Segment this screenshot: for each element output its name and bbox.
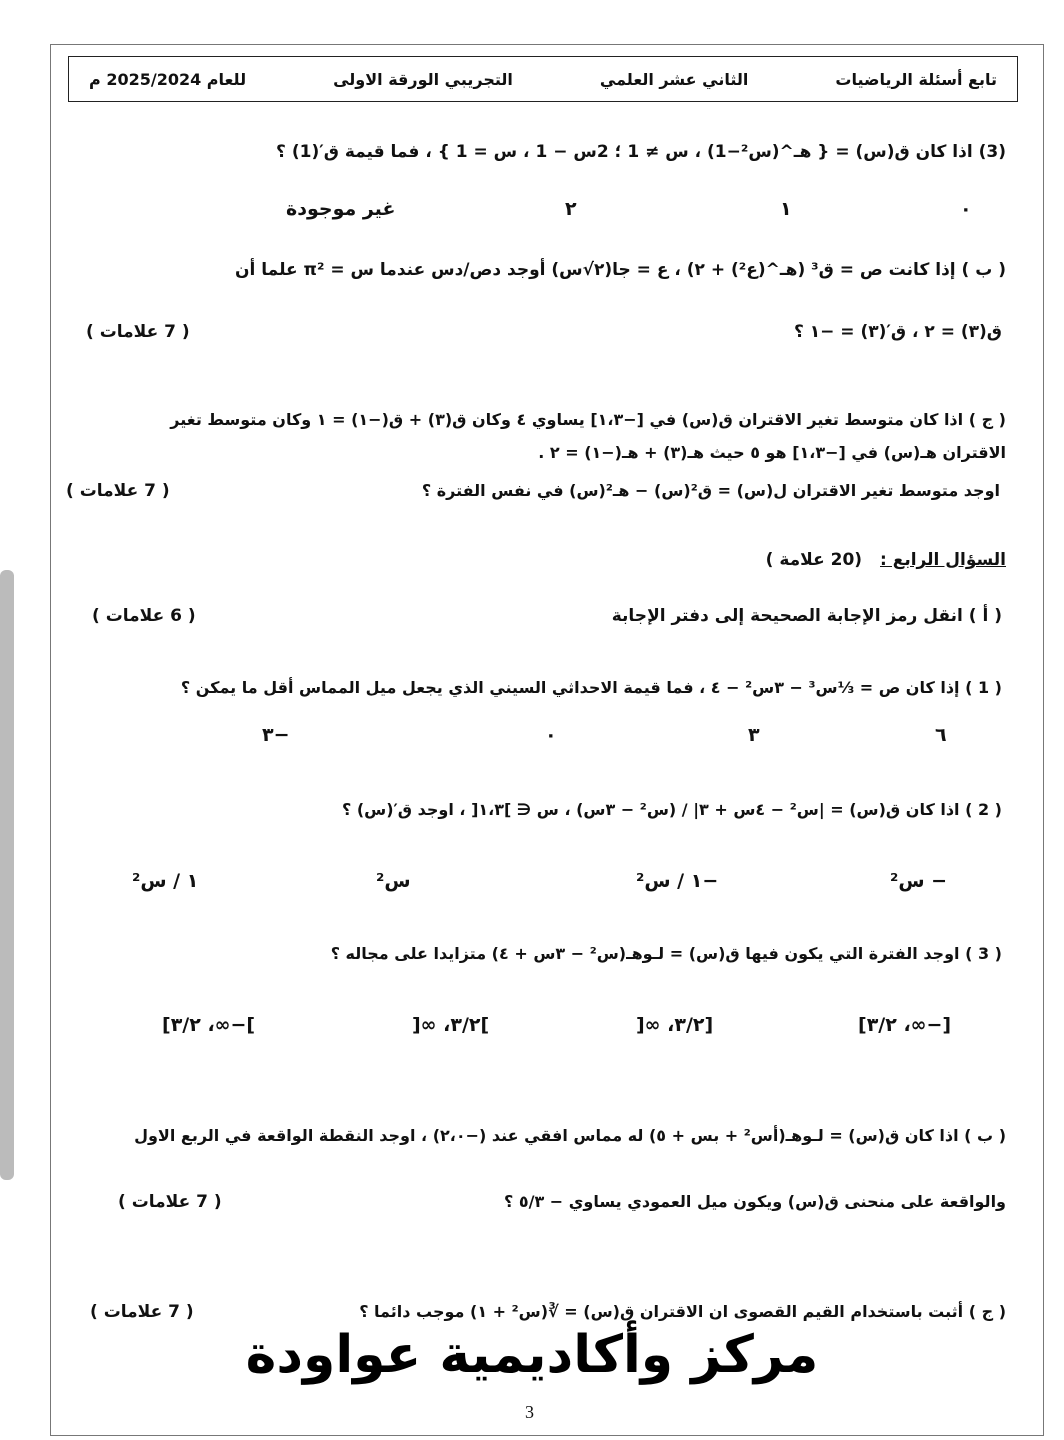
q4-c-line: ( ج ) أثبت باستخدام القيم القصوى ان الاقتران ق(س) = ∛(س² + ١) موجب دائما ؟ <box>359 1302 1006 1321</box>
q3-item3-option-2: ١ <box>780 198 792 220</box>
q4-c-marks: ( 7 علامات ) <box>90 1302 194 1322</box>
header-exam: التجريبي الورقة الاولى <box>333 69 513 89</box>
q4-item1-option-1: ٦ <box>935 724 947 746</box>
q3-item3-option-3: ٢ <box>565 198 577 220</box>
q3-item3-option-4: غير موجودة <box>286 198 396 220</box>
q3-b-marks: ( 7 علامات ) <box>86 322 190 342</box>
q3-item3-option-1: ٠ <box>960 198 972 220</box>
q4-b-line1: ( ب ) اذا كان ق(س) = لـوهـ(أس² + بس + ٥) له مماس افقي عند (−٢،٠) ، اوجد النقطة الواقعة في الربع الاول <box>134 1126 1006 1145</box>
q4-a-label: ( أ ) انقل رمز الإجابة الصحيحة إلى دفتر الإجابة <box>611 606 1002 626</box>
q3-c-marks: ( 7 علامات ) <box>66 481 170 501</box>
header-subject: تابع أسئلة الرياضيات <box>835 69 997 89</box>
q4-item1-option-4: −٣ <box>262 724 290 746</box>
q4-item2-text: ( 2 ) اذا كان ق(س) = |س² − ٤س + ٣| / (س² − ٣س) ، س ∈ ]١،٣[ ، اوجد ق′(س) ؟ <box>342 800 1002 819</box>
q4-item2-option-2: −١ / س² <box>636 870 719 892</box>
q4-item2-option-3: س² <box>376 870 411 892</box>
exam-header <box>68 56 1018 102</box>
q3-b-line2: ق(٣) = ٢ ، ق′(٣) = −١ ؟ <box>793 322 1002 342</box>
q3-c-line3: اوجد متوسط تغير الاقتران ل(س) = ق²(س) − هـ²(س) في نفس الفترة ؟ <box>421 481 1000 500</box>
q4-item1-option-3: ٠ <box>545 724 557 746</box>
q3-b-line1: ( ب ) إذا كانت ص = ق³ (هـ^(ع²) + ٢) ، ع = جا(٢√س) أوجد دص/دس عندما س = π² علما أن <box>235 260 1006 280</box>
page-edge-shadow <box>0 570 14 1180</box>
q4-item2-option-4: ١ / س² <box>132 870 199 892</box>
q4-item1-option-2: ٣ <box>748 724 760 746</box>
q3-item3-text: (3) اذا كان ق(س) = { هـ^(س²−1) ، س ≠ 1 ؛ 2س − 1 ، س = 1 } ، فما قيمة ق′(1) ؟ <box>276 142 1006 162</box>
q4-b-marks: ( 7 علامات ) <box>118 1192 222 1212</box>
q4-b-line2: والواقعة على منحنى ق(س) ويكون ميل العمودي يساوي − ٥/٣ ؟ <box>503 1192 1006 1211</box>
q4-item3-option-2: [٣/٢، ∞[ <box>636 1014 714 1036</box>
q4-title-row <box>766 550 1006 570</box>
page-number: 3 <box>525 1402 534 1422</box>
academy-watermark: مركز وأكاديمية عواودة <box>245 1325 819 1385</box>
header-year: للعام 2025/2024 م <box>89 69 247 89</box>
q4-title: السؤال الرابع : <box>880 550 1006 570</box>
q4-item3-text: ( 3 ) اوجد الفترة التي يكون فيها ق(س) = لـوهـ(س² − ٣س + ٤) متزايدا على مجاله ؟ <box>330 944 1002 963</box>
q4-item3-option-3: ]٣/٢، ∞[ <box>412 1014 490 1036</box>
q4-title-marks: (20 علامة ) <box>765 550 863 570</box>
q4-item3-option-4: ]−∞، ٣/٢] <box>162 1014 256 1036</box>
q4-a-marks: ( 6 علامات ) <box>92 606 196 626</box>
q3-c-line1: ( ج ) اذا كان متوسط تغير الاقتران ق(س) في [−١،٣] يساوي ٤ وكان ق(٣) + ق(−١) = ١ وكان متوسط تغير <box>170 410 1006 429</box>
q4-item1-text: ( 1 ) إذا كان ص = ⅓س³ − ٣س² − ٤ ، فما قيمة الاحداثي السيني الذي يجعل ميل المماس أقل ما يمكن ؟ <box>180 678 1002 697</box>
header-grade: الثاني عشر العلمي <box>599 69 749 89</box>
q4-item3-option-1: [−∞، ٣/٢] <box>858 1014 952 1036</box>
q3-c-line2: الاقتران هـ(س) في [−١،٣] هو ٥ حيث هـ(٣) + هـ(−١) = ٢ . <box>538 443 1006 462</box>
q4-item2-option-1: − س² <box>890 870 948 892</box>
